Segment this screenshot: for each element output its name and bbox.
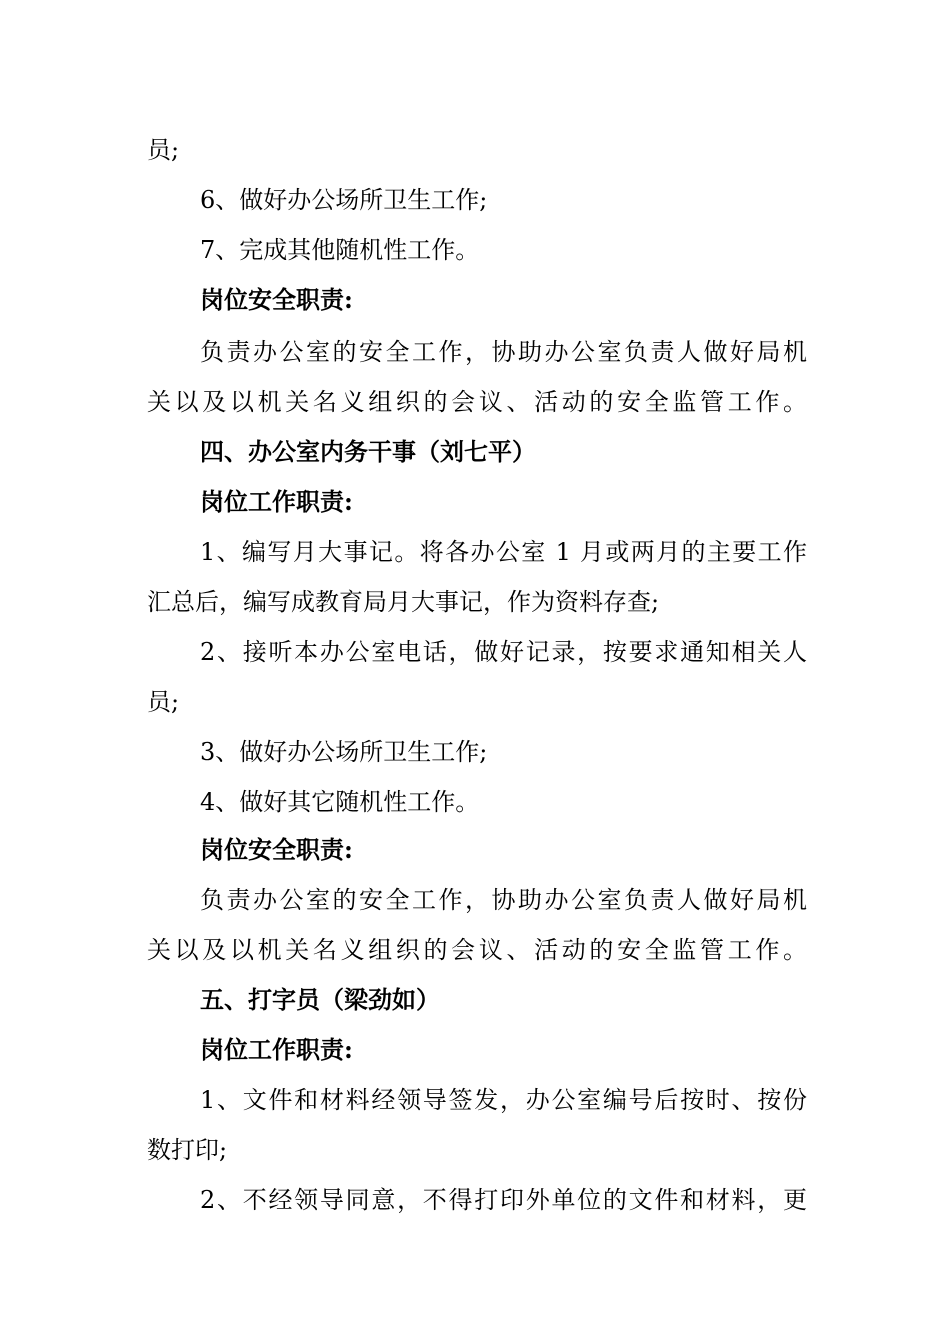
section-heading: 五、打字员（梁劲如） bbox=[200, 985, 440, 1014]
list-item: 6、做好办公场所卫生工作; bbox=[200, 186, 488, 214]
list-item: 1、文件和材料经领导签发，办公室编号后按时、按份 bbox=[200, 1086, 807, 1114]
text-line: 员; bbox=[147, 136, 180, 164]
list-item: 2、不经领导同意，不得打印外单位的文件和材料，更 bbox=[200, 1186, 807, 1214]
section-heading: 四、办公室内务干事（刘七平） bbox=[200, 437, 536, 466]
paragraph-line: 负责办公室的安全工作，协助办公室负责人做好局机 bbox=[200, 886, 807, 914]
paragraph-line: 关以及以机关名义组织的会议、活动的安全监管工作。 bbox=[147, 936, 807, 964]
list-item: 7、完成其他随机性工作。 bbox=[200, 236, 480, 264]
text-line: 数打印; bbox=[147, 1136, 228, 1164]
list-item: 1、编写月大事记。将各办公室 1 月或两月的主要工作 bbox=[200, 538, 807, 566]
section-heading: 岗位工作职责: bbox=[200, 1035, 353, 1064]
section-heading: 岗位安全职责: bbox=[200, 285, 353, 314]
section-heading: 岗位工作职责: bbox=[200, 487, 353, 516]
paragraph-line: 汇总后，编写成教育局月大事记，作为资料存查; bbox=[147, 588, 660, 616]
paragraph-line: 关以及以机关名义组织的会议、活动的安全监管工作。 bbox=[147, 388, 807, 416]
list-item: 2、接听本办公室电话，做好记录，按要求通知相关人 bbox=[200, 638, 807, 666]
list-item: 4、做好其它随机性工作。 bbox=[200, 788, 480, 816]
list-item: 3、做好办公场所卫生工作; bbox=[200, 738, 488, 766]
text-line: 员; bbox=[147, 688, 180, 716]
section-heading: 岗位安全职责: bbox=[200, 835, 353, 864]
paragraph-line: 负责办公室的安全工作，协助办公室负责人做好局机 bbox=[200, 338, 807, 366]
